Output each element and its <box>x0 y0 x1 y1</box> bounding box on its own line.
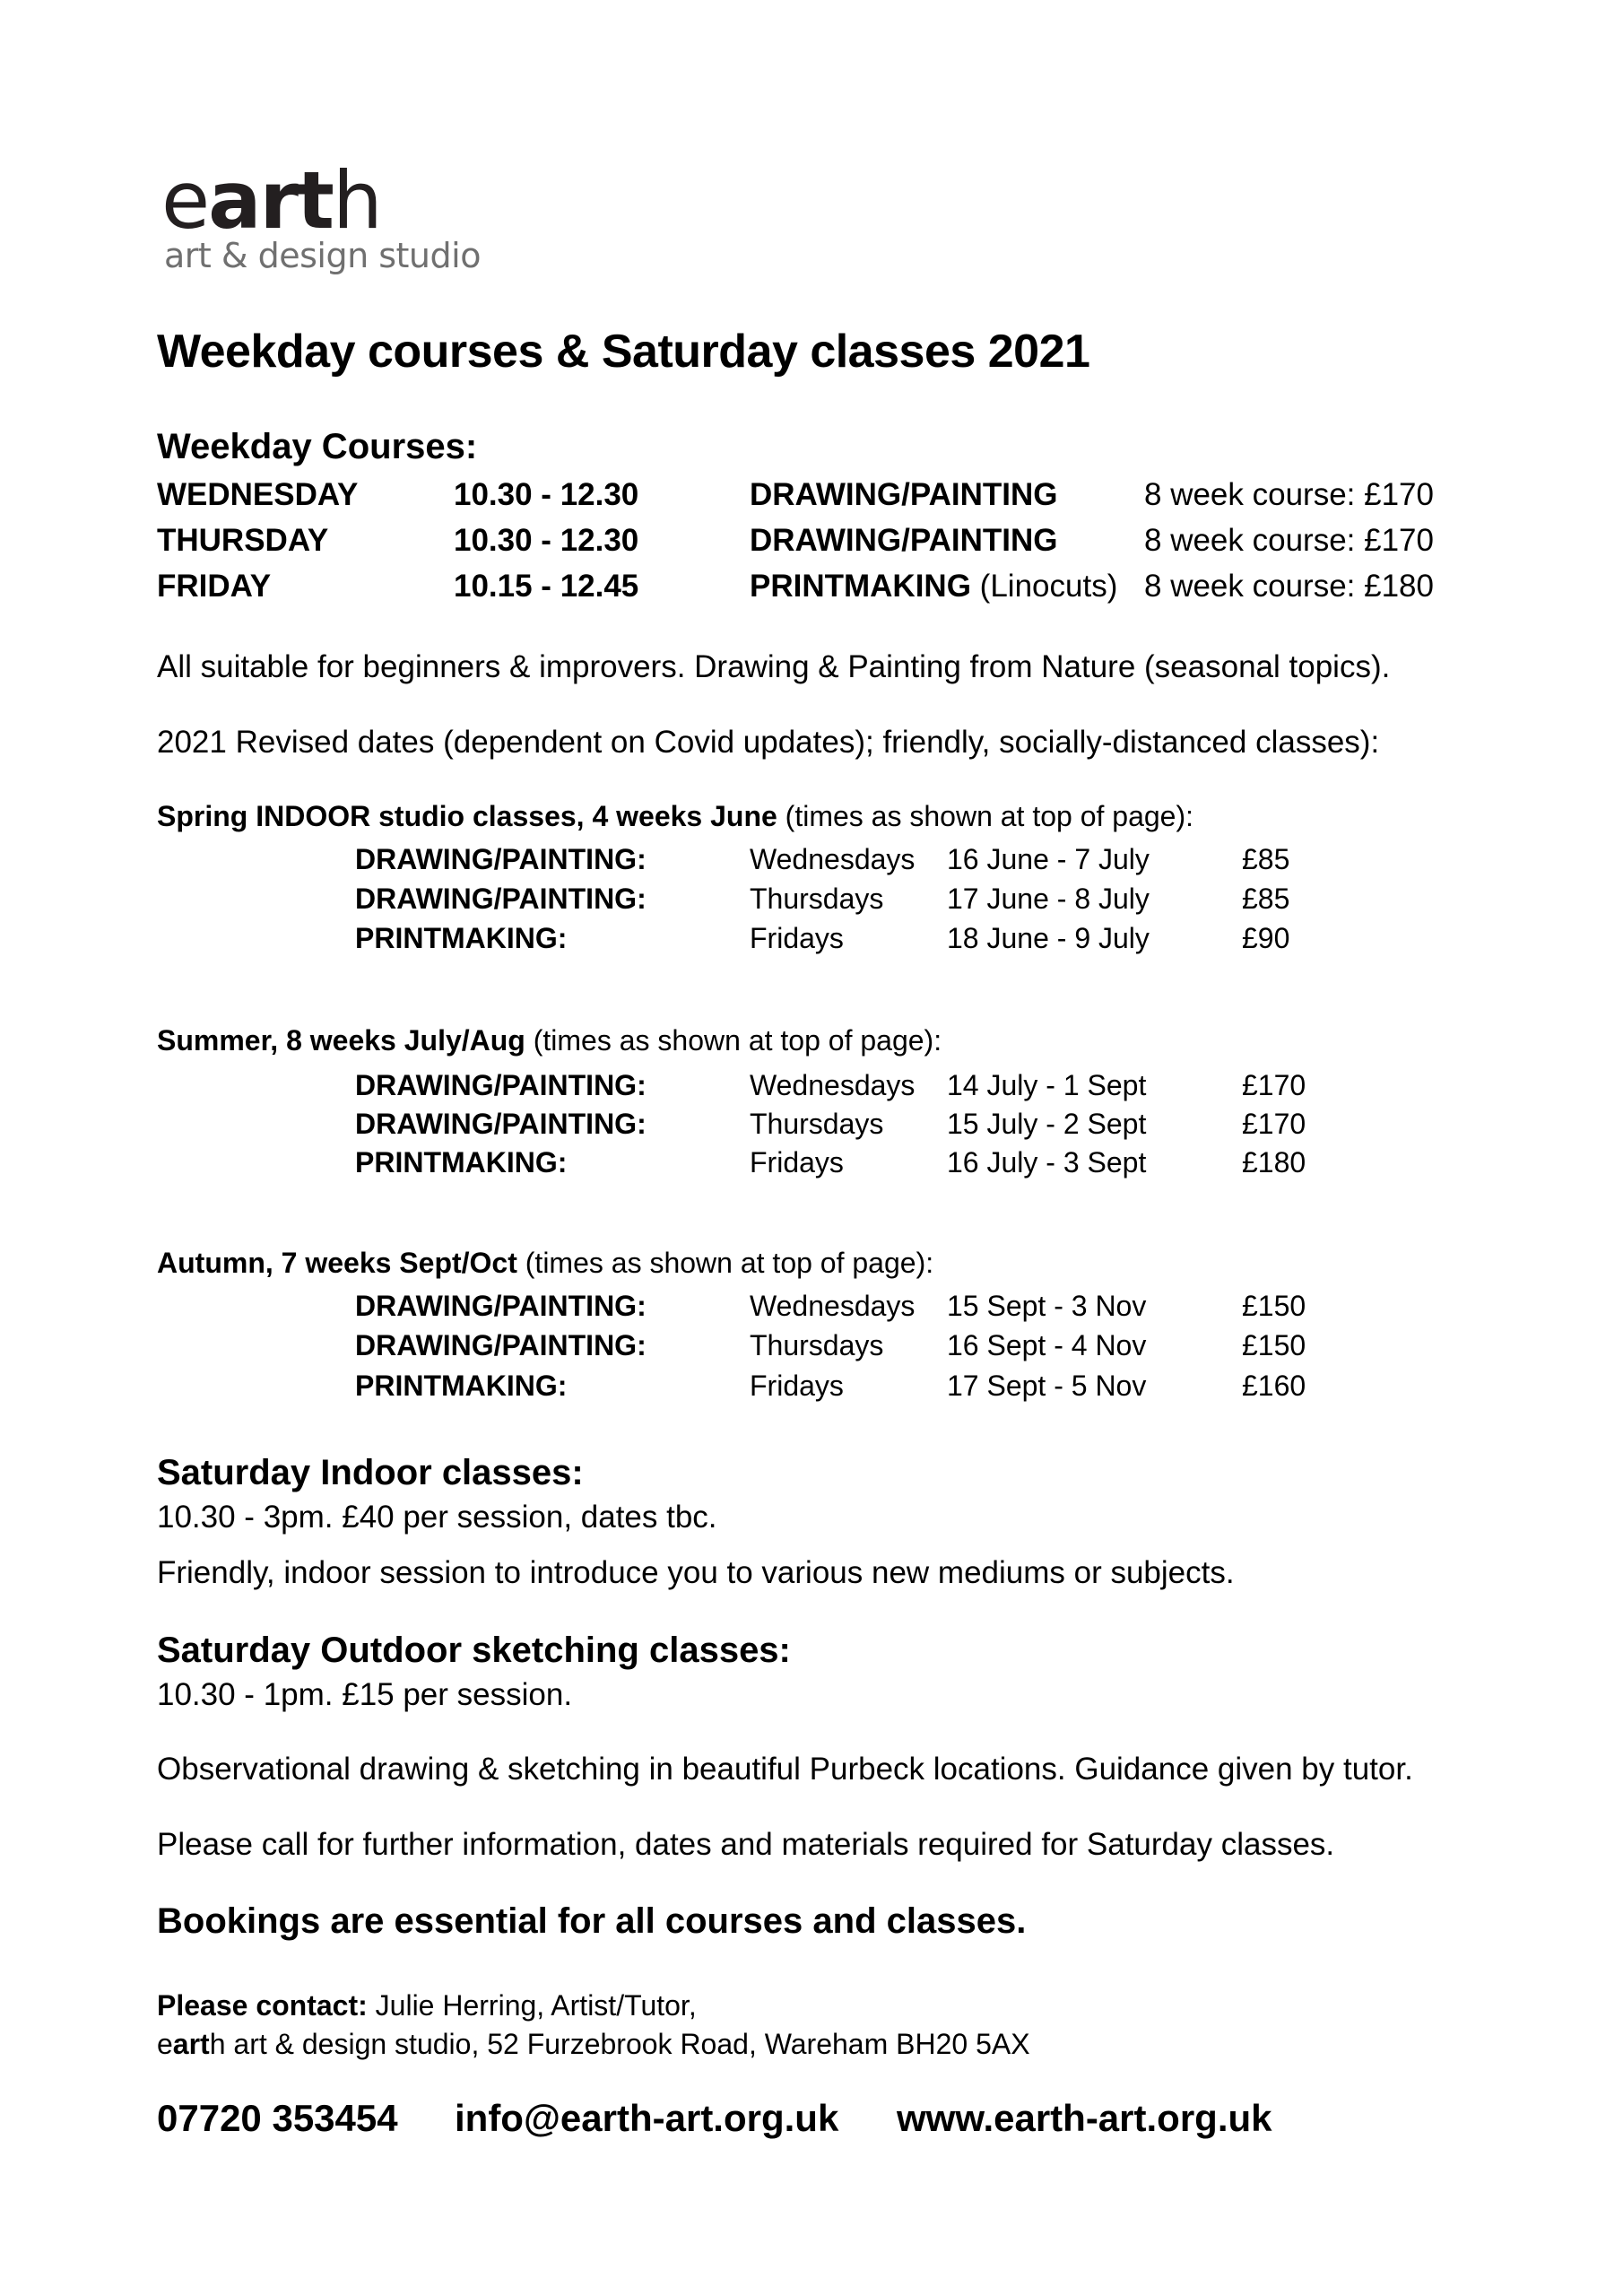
weekday-day: WEDNESDAY <box>157 477 359 512</box>
schedule-dates: 18 June - 9 July <box>947 922 1150 954</box>
term-label: Summer, 8 weeks July/Aug <box>157 1024 525 1057</box>
weekday-day: FRIDAY <box>157 569 272 604</box>
contact-website-link[interactable]: www.earth-art.org.uk <box>897 2097 1272 2139</box>
term-label: Autumn, 7 weeks Sept/Oct <box>157 1247 517 1279</box>
bookings-notice: Bookings are essential for all courses and classes. <box>157 1901 1027 1941</box>
saturday-indoor-description: Friendly, indoor session to introduce you to various new mediums or subjects. <box>157 1555 1235 1590</box>
contact-email-link[interactable]: info@earth-art.org.uk <box>455 2097 839 2139</box>
schedule-price: £170 <box>1242 1069 1306 1101</box>
schedule-dates: 16 June - 7 July <box>947 843 1150 875</box>
schedule-price: £85 <box>1242 883 1290 915</box>
saturday-indoor-details: 10.30 - 3pm. £40 per session, dates tbc. <box>157 1500 717 1535</box>
schedule-day: Fridays <box>750 922 844 954</box>
weekday-heading: Weekday Courses: <box>157 427 478 466</box>
schedule-course: DRAWING/PAINTING: <box>355 1108 647 1140</box>
weekday-time: 10.15 - 12.45 <box>454 569 639 604</box>
schedule-day: Thursdays <box>750 883 884 915</box>
schedule-dates: 15 July - 2 Sept <box>947 1108 1147 1140</box>
term-heading-autumn <box>157 1247 933 1280</box>
contact-label: Please contact: <box>157 1989 368 2022</box>
address-text: art & design studio, 52 Furzebrook Road, Wareham BH20 5AX <box>225 2028 1030 2060</box>
logo-wordmark <box>161 154 381 247</box>
address-logo-part: e <box>157 2028 173 2060</box>
weekday-time: 10.30 - 12.30 <box>454 477 639 512</box>
schedule-course: PRINTMAKING: <box>355 922 568 954</box>
schedule-day: Wednesdays <box>750 1290 916 1322</box>
saturday-outdoor-description: Observational drawing & sketching in beautiful Purbeck locations. Guidance given by tutor. <box>157 1752 1413 1787</box>
schedule-course: PRINTMAKING: <box>355 1370 568 1402</box>
revised-dates-note: 2021 Revised dates (dependent on Covid updates); friendly, socially-distanced classes): <box>157 725 1380 760</box>
course-name: PRINTMAKING <box>750 569 971 604</box>
logo-part: e <box>161 154 209 247</box>
saturday-indoor-heading: Saturday Indoor classes: <box>157 1453 584 1492</box>
saturday-call-note: Please call for further information, dates and materials required for Saturday classes. <box>157 1827 1335 1862</box>
term-label-note: (times as shown at top of page): <box>777 800 1194 832</box>
schedule-day: Fridays <box>750 1146 844 1178</box>
weekday-time: 10.30 - 12.30 <box>454 523 639 558</box>
schedule-price: £85 <box>1242 843 1290 875</box>
term-heading-summer <box>157 1024 942 1057</box>
schedule-dates: 16 Sept - 4 Nov <box>947 1329 1147 1361</box>
schedule-dates: 17 June - 8 July <box>947 883 1150 915</box>
address-logo-part-bold: art <box>172 2028 210 2060</box>
schedule-day: Thursdays <box>750 1329 884 1361</box>
logo-part: h <box>333 154 381 247</box>
term-label: Spring INDOOR studio classes, 4 weeks June <box>157 800 777 832</box>
schedule-course: DRAWING/PAINTING: <box>355 843 647 875</box>
weekday-course: DRAWING/PAINTING <box>750 523 1058 558</box>
saturday-outdoor-heading: Saturday Outdoor sketching classes: <box>157 1631 791 1670</box>
term-label-note: (times as shown at top of page): <box>525 1024 942 1057</box>
weekday-note: All suitable for beginners & improvers. Drawing & Painting from Nature (seasonal topics). <box>157 649 1391 684</box>
weekday-day: THURSDAY <box>157 523 329 558</box>
schedule-day: Fridays <box>750 1370 844 1402</box>
schedule-course: DRAWING/PAINTING: <box>355 1329 647 1361</box>
schedule-price: £90 <box>1242 922 1290 954</box>
logo-subtitle: art & design studio <box>164 236 481 275</box>
page-title: Weekday courses & Saturday classes 2021 <box>157 326 1090 378</box>
schedule-price: £180 <box>1242 1146 1306 1178</box>
weekday-price: 8 week course: £180 <box>1144 569 1434 604</box>
schedule-dates: 15 Sept - 3 Nov <box>947 1290 1147 1322</box>
schedule-dates: 17 Sept - 5 Nov <box>947 1370 1147 1402</box>
schedule-course: DRAWING/PAINTING: <box>355 883 647 915</box>
schedule-course: DRAWING/PAINTING: <box>355 1069 647 1101</box>
term-heading-spring <box>157 800 1193 833</box>
schedule-course: PRINTMAKING: <box>355 1146 568 1178</box>
contact-phone[interactable]: 07720 353454 <box>157 2097 398 2139</box>
schedule-day: Thursdays <box>750 1108 884 1140</box>
weekday-price: 8 week course: £170 <box>1144 523 1434 558</box>
course-note: (Linocuts) <box>979 569 1118 604</box>
contact-address <box>157 2028 1030 2061</box>
schedule-price: £170 <box>1242 1108 1306 1140</box>
schedule-price: £150 <box>1242 1329 1306 1361</box>
weekday-price: 8 week course: £170 <box>1144 477 1434 512</box>
logo-part-bold: art <box>208 154 333 247</box>
contact-line <box>157 1989 697 2022</box>
schedule-dates: 16 July - 3 Sept <box>947 1146 1147 1178</box>
weekday-course: DRAWING/PAINTING <box>750 477 1058 512</box>
schedule-price: £150 <box>1242 1290 1306 1322</box>
contact-name: Julie Herring, Artist/Tutor, <box>367 1989 697 2022</box>
schedule-course: DRAWING/PAINTING: <box>355 1290 647 1322</box>
term-label-note: (times as shown at top of page): <box>516 1247 934 1279</box>
schedule-day: Wednesdays <box>750 1069 916 1101</box>
address-logo-part: h <box>209 2028 226 2060</box>
schedule-price: £160 <box>1242 1370 1306 1402</box>
schedule-day: Wednesdays <box>750 843 916 875</box>
weekday-course <box>750 569 1117 604</box>
saturday-outdoor-details: 10.30 - 1pm. £15 per session. <box>157 1677 573 1712</box>
schedule-dates: 14 July - 1 Sept <box>947 1069 1147 1101</box>
